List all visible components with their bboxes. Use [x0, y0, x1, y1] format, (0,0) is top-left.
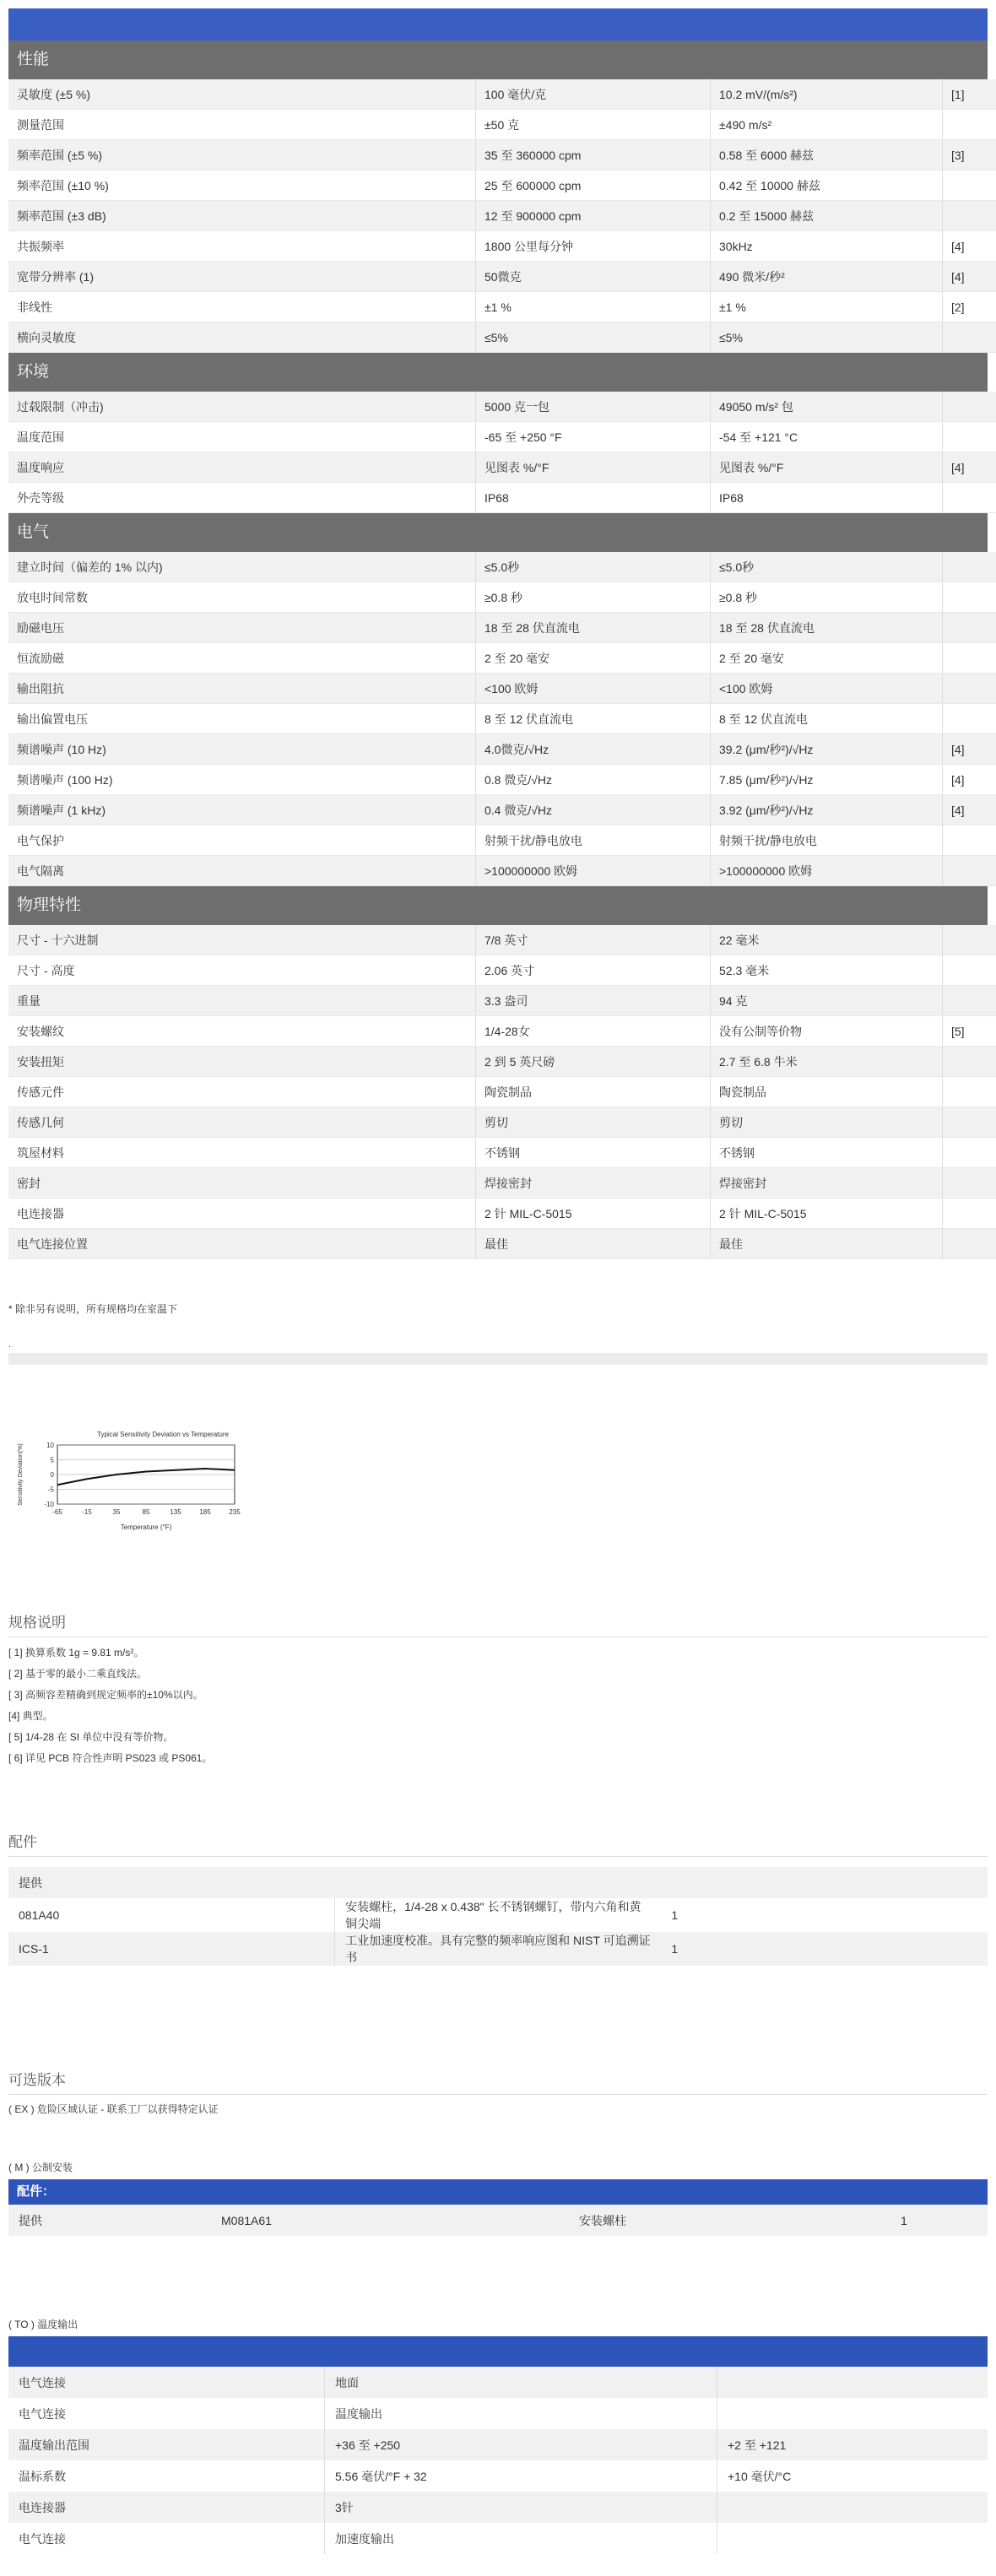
accessory-cell: 安装螺柱，1/4-28 x 0.438" 长不锈钢螺钉，带内六角和黄铜尖端 [335, 1898, 662, 1932]
chart-xlabel: Temperature (°F) [120, 1523, 172, 1531]
footnote-item: [4] 典型。 [8, 1710, 53, 1722]
section-header: 环境 [8, 353, 988, 392]
spec-cell: 3.92 (μm/秒²)/√Hz [711, 795, 943, 825]
spec-cell: 2 到 5 英尺磅 [476, 1047, 711, 1077]
spec-cell [943, 986, 996, 1016]
spec-cell: <100 欧姆 [476, 674, 711, 704]
room-temp-note: * 除非另有说明，所有规格均在室温下 [8, 1303, 178, 1315]
m-cell: M081A61 [211, 2205, 569, 2236]
spec-cell: 测量范围 [8, 110, 476, 140]
spec-cell: 52.3 毫米 [711, 955, 943, 986]
spec-cell: 射频干扰/静电放电 [711, 825, 943, 856]
to-row [8, 2523, 988, 2554]
spec-cell [943, 392, 996, 422]
spec-cell: 12 至 900000 cpm [476, 201, 711, 231]
spec-row [8, 734, 996, 765]
to-cell: 温度输出范围 [8, 2429, 325, 2460]
spec-cell: 过载限制（冲击) [8, 392, 476, 422]
spec-cell: 50微克 [476, 262, 711, 292]
to-cell: 电气连接 [8, 2523, 325, 2554]
accessory-cell: 081A40 [19, 1908, 60, 1922]
ex-note: ( EX ) 危险区域认证 - 联系工厂以获得特定认证 [8, 2103, 219, 2115]
spec-cell: ±1 % [476, 292, 711, 322]
chart-ytick-label: 5 [50, 1456, 54, 1464]
spec-row [8, 613, 996, 643]
spec-row [8, 582, 996, 613]
spec-cell [943, 201, 996, 231]
accessories-table [8, 1867, 988, 1966]
spec-table [8, 392, 996, 513]
spec-table [8, 552, 996, 886]
spec-row [8, 422, 996, 452]
spec-cell: 焊接密封 [711, 1168, 943, 1199]
options-rule [8, 2094, 988, 2095]
spec-cell: 没有公制等价物 [711, 1016, 943, 1047]
spec-cell: ≤5.0秒 [476, 552, 711, 582]
spec-cell: [4] [943, 765, 996, 795]
accessory-cell: 1 [661, 1932, 988, 1966]
spec-row [8, 552, 996, 582]
chart-xtick-label: -65 [52, 1508, 62, 1516]
spec-cell: 最佳 [476, 1229, 711, 1259]
spec-row [8, 110, 996, 140]
m-table [8, 2205, 988, 2236]
footnotes-title: 规格说明 [8, 1615, 66, 1631]
chart-xtick-label: 35 [112, 1508, 121, 1516]
spec-cell: [4] [943, 734, 996, 765]
spec-cell: 频谱噪声 (1 kHz) [8, 795, 476, 825]
to-cell: 电气连接 [8, 2367, 325, 2398]
spec-cell [943, 422, 996, 452]
m-cell: 1 [890, 2205, 988, 2236]
spec-cell: 0.58 至 6000 赫兹 [711, 140, 943, 170]
footnote-item: [ 1] 换算系数 1g = 9.81 m/s²。 [8, 1647, 144, 1659]
spec-cell: 电气连接位置 [8, 1229, 476, 1259]
spec-cell: 8 至 12 伏直流电 [476, 704, 711, 734]
spec-cell: 2 针 MIL-C-5015 [711, 1199, 943, 1229]
spec-cell: ≤5.0秒 [711, 552, 943, 582]
spec-cell: 49050 m/s² 包 [711, 392, 943, 422]
spec-cell: 2 针 MIL-C-5015 [476, 1199, 711, 1229]
spec-cell: 22 毫米 [711, 925, 943, 955]
spec-row [8, 986, 996, 1016]
spec-cell: 射频干扰/静电放电 [476, 825, 711, 856]
footnote-item: [ 3] 高频容差精确到规定频率的±10%以内。 [8, 1689, 203, 1701]
spec-cell: 94 克 [711, 986, 943, 1016]
dot-marker: . [8, 1339, 12, 1350]
to-cell [717, 2398, 988, 2429]
spec-cell: 频谱噪声 (100 Hz) [8, 765, 476, 795]
spec-cell [943, 955, 996, 986]
spec-cell [943, 110, 996, 140]
to-cell: 5.56 毫伏/°F + 32 [325, 2460, 717, 2492]
page [8, 0, 988, 1365]
spec-cell: ±1 % [711, 292, 943, 322]
spec-cell: 共振频率 [8, 231, 476, 262]
spec-cell: 温度范围 [8, 422, 476, 452]
spec-cell: 2 至 20 毫安 [711, 643, 943, 674]
spec-cell: 非线性 [8, 292, 476, 322]
spec-cell [943, 552, 996, 582]
spec-cell: 筑屋材料 [8, 1138, 476, 1168]
spec-cell: 0.42 至 10000 赫兹 [711, 170, 943, 201]
m-header: 配件： [8, 2179, 988, 2205]
spec-cell: [4] [943, 795, 996, 825]
spec-cell [943, 1229, 996, 1259]
spec-cell: 39.2 (μm/秒²)/√Hz [711, 734, 943, 765]
spec-cell: >100000000 欧姆 [476, 856, 711, 886]
to-header-bar [8, 2336, 988, 2367]
spec-cell: 最佳 [711, 1229, 943, 1259]
to-cell: +2 至 +121 [717, 2429, 988, 2460]
spec-row [8, 1077, 996, 1107]
to-cell: +10 毫伏/°C [728, 2469, 792, 2483]
spec-cell: 建立时间（偏差的 1% 以内) [8, 552, 476, 582]
to-cell: 地面 [325, 2367, 717, 2398]
top-blue-bar [8, 8, 988, 41]
spec-cell: 外壳等级 [8, 483, 476, 513]
spec-cell: 0.8 微克/√Hz [476, 765, 711, 795]
spec-row [8, 674, 996, 704]
spec-cell: IP68 [711, 483, 943, 513]
spec-cell: 宽带分辨率 (1) [8, 262, 476, 292]
spec-row [8, 856, 996, 886]
to-row [8, 2398, 988, 2429]
spec-cell: 输出阻抗 [8, 674, 476, 704]
spec-cell: 见图表 %/°F [476, 452, 711, 483]
spec-cell: 输出偏置电压 [8, 704, 476, 734]
chart-ylabel: Sensitivity Deviation(%) [18, 1443, 24, 1506]
chart-title: Typical Sensitivity Deviation vs Temperature [97, 1431, 229, 1438]
spec-cell: 尺寸 - 十六进制 [8, 925, 476, 955]
chart-xtick-label: 85 [142, 1508, 150, 1516]
spec-cell: 0.2 至 15000 赫兹 [711, 201, 943, 231]
accessories-title: 配件 [8, 1834, 37, 1850]
spec-cell: 励磁电压 [8, 613, 476, 643]
chart-ytick-label: 10 [46, 1442, 54, 1449]
spec-cell: 4.0微克/√Hz [476, 734, 711, 765]
spec-row [8, 1047, 996, 1077]
spec-cell: 重量 [8, 986, 476, 1016]
spec-cell [943, 674, 996, 704]
spec-cell [943, 704, 996, 734]
to-cell: 电连接器 [8, 2492, 325, 2523]
spec-cell: 3.3 盎司 [476, 986, 711, 1016]
spec-cell: 见图表 %/°F [711, 452, 943, 483]
spec-cell [943, 1047, 996, 1077]
spec-cell: 陶瓷制品 [711, 1077, 943, 1107]
spec-cell [943, 1199, 996, 1229]
spec-cell: 1/4-28女 [476, 1016, 711, 1047]
spec-row [8, 262, 996, 292]
spec-cell [943, 483, 996, 513]
accessory-row [8, 1932, 988, 1966]
spec-cell: 100 毫伏/克 [476, 79, 711, 110]
spec-row [8, 79, 996, 110]
spec-cell [943, 856, 996, 886]
chart-ytick-label: -10 [44, 1501, 54, 1508]
accessory-row [8, 1898, 988, 1932]
spec-row [8, 825, 996, 856]
spec-cell [943, 643, 996, 674]
spec-table [8, 79, 996, 353]
section-header: 电气 [8, 513, 988, 552]
spec-cell: 横向灵敏度 [8, 322, 476, 353]
spec-cell: IP68 [476, 483, 711, 513]
spec-row [8, 1016, 996, 1047]
spec-cell: 安装螺纹 [8, 1016, 476, 1047]
spec-cell: 5000 克一包 [476, 392, 711, 422]
spec-cell [943, 170, 996, 201]
spec-cell [943, 1168, 996, 1199]
spec-cell: 剪切 [711, 1107, 943, 1138]
footnote-item: [ 2] 基于零的最小二乘直线法。 [8, 1668, 148, 1680]
spec-cell: 焊接密封 [476, 1168, 711, 1199]
spec-row [8, 392, 996, 422]
to-cell [717, 2492, 988, 2523]
spec-cell: 490 微米/秒² [711, 262, 943, 292]
section-header: 性能 [8, 41, 988, 79]
spec-cell: 电连接器 [8, 1199, 476, 1229]
spec-row [8, 140, 996, 170]
temperature-chart [8, 1411, 253, 1538]
spec-cell: 10.2 mV/(m/s²) [711, 79, 943, 110]
spec-row [8, 201, 996, 231]
spec-row [8, 483, 996, 513]
spec-cell: 35 至 360000 cpm [476, 140, 711, 170]
spec-row [8, 292, 996, 322]
spec-cell [943, 825, 996, 856]
spec-cell: 不锈钢 [711, 1138, 943, 1168]
accessory-cell: 1 [671, 1908, 679, 1922]
spec-row [8, 643, 996, 674]
chart-xtick-label: 135 [170, 1508, 181, 1516]
spec-row [8, 1229, 996, 1259]
spec-row [8, 1199, 996, 1229]
spec-cell [943, 322, 996, 353]
spec-cell: 频谱噪声 (10 Hz) [8, 734, 476, 765]
to-row [8, 2460, 988, 2492]
chart-xtick-label: 185 [199, 1508, 211, 1516]
spec-row [8, 955, 996, 986]
options-section [8, 2068, 988, 2554]
spec-cell: 灵敏度 (±5 %) [8, 79, 476, 110]
spec-cell: 7/8 英寸 [476, 925, 711, 955]
spec-cell: 温度响应 [8, 452, 476, 483]
spec-row [8, 925, 996, 955]
spec-cell: 7.85 (μm/秒²)/√Hz [711, 765, 943, 795]
spec-cell: [1] [943, 79, 996, 110]
spec-cell: 8 至 12 伏直流电 [711, 704, 943, 734]
to-cell: 温度输出 [325, 2398, 717, 2429]
chart-ytick-label: 0 [50, 1471, 54, 1479]
to-title: ( TO ) 温度输出 [8, 2319, 78, 2330]
spec-cell: ±50 克 [476, 110, 711, 140]
section-header: 物理特性 [8, 886, 988, 925]
chart-ytick-label: -5 [47, 1486, 54, 1494]
to-cell [717, 2367, 988, 2398]
spec-row [8, 170, 996, 201]
spec-cell: >100000000 欧姆 [711, 856, 943, 886]
spec-row [8, 795, 996, 825]
to-cell: 加速度输出 [325, 2523, 717, 2554]
spec-cell: <100 欧姆 [711, 674, 943, 704]
footnotes-list [8, 1642, 988, 1769]
to-cell [717, 2523, 988, 2554]
spec-cell: [5] [943, 1016, 996, 1047]
spec-cell: ±490 m/s² [711, 110, 943, 140]
spec-cell: 放电时间常数 [8, 582, 476, 613]
spec-cell [943, 925, 996, 955]
spec-cell [943, 1138, 996, 1168]
accessory-cell: ICS-1 [8, 1932, 335, 1966]
options-title: 可选版本 [8, 2072, 66, 2088]
spec-cell: [4] [943, 452, 996, 483]
spec-cell: ≥0.8 秒 [711, 582, 943, 613]
chart-xtick-label: -15 [82, 1508, 92, 1516]
to-table [8, 2367, 988, 2554]
footnote-item: [ 6] 详见 PCB 符合性声明 PS023 或 PS061。 [8, 1752, 213, 1764]
m-cell: 提供 [8, 2205, 211, 2236]
m-title: ( M ) 公制安装 [8, 2162, 73, 2173]
divider-bar [8, 1353, 988, 1365]
spec-cell: 0.4 微克/√Hz [476, 795, 711, 825]
accessories-header: 提供 [8, 1867, 988, 1898]
spec-cell: 18 至 28 伏直流电 [711, 613, 943, 643]
spec-cell: 频率范围 (±3 dB) [8, 201, 476, 231]
spec-cell [943, 613, 996, 643]
spec-row [8, 1107, 996, 1138]
spec-cell: 传感几何 [8, 1107, 476, 1138]
spec-cell: 18 至 28 伏直流电 [476, 613, 711, 643]
spec-cell: 传感元件 [8, 1077, 476, 1107]
spec-cell: 1800 公里每分钟 [476, 231, 711, 262]
spec-row [8, 704, 996, 734]
to-cell: 温标系数 [8, 2460, 325, 2492]
spec-cell: 电气隔离 [8, 856, 476, 886]
to-row [8, 2492, 988, 2523]
spec-cell: 陶瓷制品 [476, 1077, 711, 1107]
spec-cell [943, 582, 996, 613]
to-cell: +36 至 +250 [325, 2429, 717, 2460]
spec-cell: [3] [943, 140, 996, 170]
spec-cell [943, 1077, 996, 1107]
m-cell: 安装螺柱 [569, 2205, 890, 2236]
spec-row [8, 1138, 996, 1168]
spec-cell: [4] [943, 262, 996, 292]
spec-cell: -65 至 +250 °F [476, 422, 711, 452]
spec-row [8, 765, 996, 795]
spec-cell: 25 至 600000 cpm [476, 170, 711, 201]
spec-cell: 2.06 英寸 [476, 955, 711, 986]
accessories-rule [8, 1856, 988, 1857]
spec-cell: ≤5% [711, 322, 943, 353]
spec-cell: 30kHz [711, 231, 943, 262]
to-row [8, 2429, 988, 2460]
accessories-section [8, 1830, 988, 1966]
spec-cell: 2 至 20 毫安 [476, 643, 711, 674]
spec-cell: 剪切 [476, 1107, 711, 1138]
spec-row [8, 231, 996, 262]
spec-cell: 安装扭矩 [8, 1047, 476, 1077]
spec-cell: 频率范围 (±5 %) [8, 140, 476, 170]
spec-cell: [2] [943, 292, 996, 322]
chart-xtick-label: 235 [229, 1508, 241, 1516]
spec-sections [8, 41, 988, 1259]
spec-row [8, 1168, 996, 1199]
to-row [8, 2367, 988, 2398]
footnotes-section [8, 1610, 988, 1769]
spec-cell: 不锈钢 [476, 1138, 711, 1168]
spec-row [8, 452, 996, 483]
chart-svg [8, 1411, 253, 1538]
spec-cell: 2.7 至 6.8 牛米 [711, 1047, 943, 1077]
spec-cell: -54 至 +121 °C [711, 422, 943, 452]
m-row [8, 2205, 988, 2236]
spec-cell: [4] [943, 231, 996, 262]
spec-cell: 密封 [8, 1168, 476, 1199]
to-cell: 3针 [325, 2492, 717, 2523]
accessory-cell: 工业加速度校准。具有完整的频率响应图和 NIST 可追溯证书 [335, 1932, 662, 1966]
to-cell: 电气连接 [8, 2398, 325, 2429]
spec-cell [943, 1107, 996, 1138]
spec-row [8, 322, 996, 353]
spec-cell: ≥0.8 秒 [476, 582, 711, 613]
spec-cell: 尺寸 - 高度 [8, 955, 476, 986]
spec-cell: 电气保护 [8, 825, 476, 856]
spec-cell: 恒流励磁 [8, 643, 476, 674]
spec-table [8, 925, 996, 1259]
spec-cell: 频率范围 (±10 %) [8, 170, 476, 201]
spec-cell: ≤5% [476, 322, 711, 353]
footnote-item: [ 5] 1/4-28 在 SI 单位中没有等价物。 [8, 1731, 174, 1743]
